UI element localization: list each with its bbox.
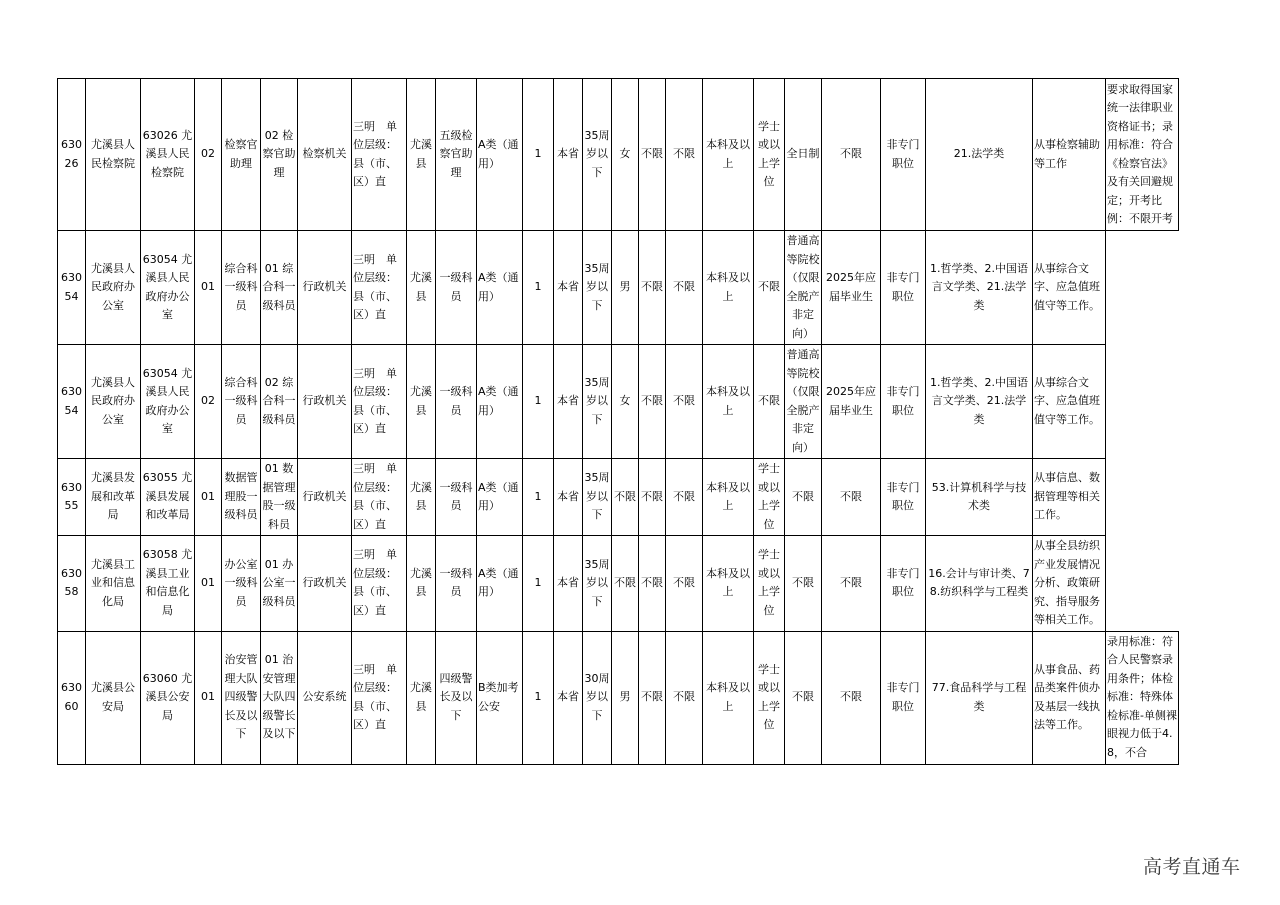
cell-hukou: 本省 bbox=[554, 536, 583, 632]
cell-dedicated: 非专门职位 bbox=[881, 536, 926, 632]
cell-major: 53.计算机科学与技术类 bbox=[926, 459, 1033, 536]
cell-rank: 一级科员 bbox=[436, 231, 477, 345]
cell-unit-name: 63060 尤溪县公安局 bbox=[141, 631, 195, 764]
cell-note: 录用标准：符合人民警察录用条件；体检标准：特殊体检标准-单侧裸眼视力低于4.8，不合 bbox=[1106, 631, 1179, 764]
cell-exam-category: A类（通用） bbox=[477, 536, 523, 632]
cell-age: 30周岁以下 bbox=[583, 631, 612, 764]
cell-graduate-type: 不限 bbox=[822, 536, 881, 632]
cell-degree: 不限 bbox=[754, 231, 785, 345]
cell-quantity: 1 bbox=[523, 536, 554, 632]
cell-age: 35周岁以下 bbox=[583, 79, 612, 231]
cell-department: 尤溪县人民政府办公室 bbox=[86, 345, 141, 459]
cell-dedicated: 非专门职位 bbox=[881, 631, 926, 764]
cell-other: 不限 bbox=[666, 79, 703, 231]
cell-position-name: 01 治安管理大队四级警长及以下 bbox=[261, 631, 298, 764]
table-row bbox=[58, 459, 1179, 536]
cell-note bbox=[1106, 536, 1179, 632]
cell-note: 要求取得国家统一法律职业资格证书；录用标准：符合《检察官法》及有关回避规定；开考比例：不限开考 bbox=[1106, 79, 1179, 231]
cell-system: 检察机关 bbox=[298, 79, 352, 231]
cell-unit-level: 三明 单位层级：县（市、区）直 bbox=[352, 345, 407, 459]
table-body bbox=[58, 79, 1179, 765]
cell-study-mode: 不限 bbox=[785, 459, 822, 536]
cell-area: 尤溪县 bbox=[407, 231, 436, 345]
cell-unit-level: 三明 单位层级：县（市、区）直 bbox=[352, 631, 407, 764]
cell-duty: 从事全县纺织产业发展情况分析、政策研究、指导服务等相关工作。 bbox=[1033, 536, 1106, 632]
cell-quantity: 1 bbox=[523, 79, 554, 231]
cell-graduate-type: 不限 bbox=[822, 79, 881, 231]
cell-major: 1.哲学类、2.中国语言文学类、21.法学类 bbox=[926, 231, 1033, 345]
cell-position-number: 02 bbox=[195, 79, 222, 231]
cell-graduate-type: 2025年应届毕业生 bbox=[822, 345, 881, 459]
cell-gender: 女 bbox=[612, 345, 639, 459]
cell-study-mode: 全日制 bbox=[785, 79, 822, 231]
cell-gender: 男 bbox=[612, 231, 639, 345]
cell-position-type: 综合科一级科员 bbox=[222, 345, 261, 459]
cell-study-mode: 不限 bbox=[785, 536, 822, 632]
cell-duty: 从事食品、药品类案件侦办及基层一线执法等工作。 bbox=[1033, 631, 1106, 764]
table-row bbox=[58, 536, 1179, 632]
cell-position-code: 63026 bbox=[58, 79, 86, 231]
cell-position-name: 01 综合科一级科员 bbox=[261, 231, 298, 345]
cell-duty: 从事信息、数据管理等相关工作。 bbox=[1033, 459, 1106, 536]
cell-unit-level: 三明 单位层级：县（市、区）直 bbox=[352, 536, 407, 632]
cell-education: 本科及以上 bbox=[703, 79, 754, 231]
cell-gender: 不限 bbox=[612, 459, 639, 536]
cell-exam-category: A类（通用） bbox=[477, 459, 523, 536]
cell-rank: 一级科员 bbox=[436, 345, 477, 459]
cell-quantity: 1 bbox=[523, 345, 554, 459]
cell-education: 本科及以上 bbox=[703, 536, 754, 632]
cell-dedicated: 非专门职位 bbox=[881, 231, 926, 345]
cell-rank: 一级科员 bbox=[436, 536, 477, 632]
cell-quantity: 1 bbox=[523, 459, 554, 536]
cell-graduate-type: 不限 bbox=[822, 459, 881, 536]
cell-position-code: 63054 bbox=[58, 231, 86, 345]
cell-unit-name: 63055 尤溪县发展和改革局 bbox=[141, 459, 195, 536]
cell-exam-category: A类（通用） bbox=[477, 231, 523, 345]
cell-position-name: 02 检察官助理 bbox=[261, 79, 298, 231]
watermark-text: 高考直通车 bbox=[1143, 856, 1241, 878]
cell-exam-category: B类加考公安 bbox=[477, 631, 523, 764]
cell-degree: 学士或以上学位 bbox=[754, 631, 785, 764]
cell-study-mode: 普通高等院校（仅限全脱产非定向） bbox=[785, 345, 822, 459]
cell-position-code: 63058 bbox=[58, 536, 86, 632]
recruitment-table bbox=[57, 78, 1179, 765]
cell-duty: 从事综合文字、应急值班值守等工作。 bbox=[1033, 345, 1106, 459]
cell-department: 尤溪县人民政府办公室 bbox=[86, 231, 141, 345]
cell-graduate-type: 2025年应届毕业生 bbox=[822, 231, 881, 345]
cell-political: 不限 bbox=[639, 345, 666, 459]
cell-duty: 从事检察辅助等工作 bbox=[1033, 79, 1106, 231]
cell-hukou: 本省 bbox=[554, 459, 583, 536]
cell-dedicated: 非专门职位 bbox=[881, 345, 926, 459]
cell-position-number: 02 bbox=[195, 345, 222, 459]
cell-gender: 男 bbox=[612, 631, 639, 764]
cell-age: 35周岁以下 bbox=[583, 459, 612, 536]
cell-education: 本科及以上 bbox=[703, 231, 754, 345]
cell-system: 公安系统 bbox=[298, 631, 352, 764]
cell-study-mode: 不限 bbox=[785, 631, 822, 764]
cell-position-number: 01 bbox=[195, 231, 222, 345]
cell-system: 行政机关 bbox=[298, 536, 352, 632]
cell-hukou: 本省 bbox=[554, 631, 583, 764]
cell-unit-name: 63054 尤溪县人民政府办公室 bbox=[141, 345, 195, 459]
cell-political: 不限 bbox=[639, 631, 666, 764]
cell-gender: 不限 bbox=[612, 536, 639, 632]
cell-note bbox=[1106, 231, 1179, 345]
cell-degree: 不限 bbox=[754, 345, 785, 459]
cell-position-number: 01 bbox=[195, 631, 222, 764]
cell-degree: 学士或以上学位 bbox=[754, 536, 785, 632]
cell-degree: 学士或以上学位 bbox=[754, 79, 785, 231]
cell-major: 1.哲学类、2.中国语言文学类、21.法学类 bbox=[926, 345, 1033, 459]
cell-education: 本科及以上 bbox=[703, 345, 754, 459]
cell-system: 行政机关 bbox=[298, 459, 352, 536]
cell-other: 不限 bbox=[666, 345, 703, 459]
cell-major: 21.法学类 bbox=[926, 79, 1033, 231]
cell-area: 尤溪县 bbox=[407, 79, 436, 231]
cell-position-name: 01 办公室一级科员 bbox=[261, 536, 298, 632]
cell-other: 不限 bbox=[666, 459, 703, 536]
cell-age: 35周岁以下 bbox=[583, 231, 612, 345]
cell-duty: 从事综合文字、应急值班值守等工作。 bbox=[1033, 231, 1106, 345]
cell-position-type: 办公室一级科员 bbox=[222, 536, 261, 632]
cell-dedicated: 非专门职位 bbox=[881, 459, 926, 536]
cell-system: 行政机关 bbox=[298, 345, 352, 459]
cell-exam-category: A类（通用） bbox=[477, 79, 523, 231]
cell-unit-level: 三明 单位层级：县（市、区）直 bbox=[352, 79, 407, 231]
cell-position-number: 01 bbox=[195, 459, 222, 536]
cell-major: 77.食品科学与工程类 bbox=[926, 631, 1033, 764]
cell-other: 不限 bbox=[666, 231, 703, 345]
cell-unit-name: 63054 尤溪县人民政府办公室 bbox=[141, 231, 195, 345]
cell-age: 35周岁以下 bbox=[583, 345, 612, 459]
cell-position-name: 01 数据管理股一级科员 bbox=[261, 459, 298, 536]
table-row bbox=[58, 79, 1179, 231]
cell-rank: 一级科员 bbox=[436, 459, 477, 536]
cell-hukou: 本省 bbox=[554, 231, 583, 345]
table-row bbox=[58, 345, 1179, 459]
cell-position-number: 01 bbox=[195, 536, 222, 632]
cell-graduate-type: 不限 bbox=[822, 631, 881, 764]
cell-department: 尤溪县工业和信息化局 bbox=[86, 536, 141, 632]
cell-rank: 四级警长及以下 bbox=[436, 631, 477, 764]
cell-position-type: 检察官助理 bbox=[222, 79, 261, 231]
cell-study-mode: 普通高等院校（仅限全脱产非定向） bbox=[785, 231, 822, 345]
table-row bbox=[58, 631, 1179, 764]
cell-position-code: 63060 bbox=[58, 631, 86, 764]
cell-area: 尤溪县 bbox=[407, 345, 436, 459]
cell-note bbox=[1106, 345, 1179, 459]
cell-other: 不限 bbox=[666, 631, 703, 764]
cell-rank: 五级检察官助理 bbox=[436, 79, 477, 231]
cell-quantity: 1 bbox=[523, 231, 554, 345]
cell-unit-level: 三明 单位层级：县（市、区）直 bbox=[352, 231, 407, 345]
cell-hukou: 本省 bbox=[554, 345, 583, 459]
cell-age: 35周岁以下 bbox=[583, 536, 612, 632]
cell-education: 本科及以上 bbox=[703, 631, 754, 764]
cell-political: 不限 bbox=[639, 79, 666, 231]
cell-political: 不限 bbox=[639, 231, 666, 345]
cell-position-code: 63055 bbox=[58, 459, 86, 536]
cell-degree: 学士或以上学位 bbox=[754, 459, 785, 536]
cell-department: 尤溪县发展和改革局 bbox=[86, 459, 141, 536]
cell-position-code: 63054 bbox=[58, 345, 86, 459]
cell-exam-category: A类（通用） bbox=[477, 345, 523, 459]
cell-dedicated: 非专门职位 bbox=[881, 79, 926, 231]
cell-area: 尤溪县 bbox=[407, 631, 436, 764]
cell-area: 尤溪县 bbox=[407, 536, 436, 632]
cell-area: 尤溪县 bbox=[407, 459, 436, 536]
cell-unit-level: 三明 单位层级：县（市、区）直 bbox=[352, 459, 407, 536]
cell-political: 不限 bbox=[639, 459, 666, 536]
cell-major: 16.会计与审计类、78.纺织科学与工程类 bbox=[926, 536, 1033, 632]
cell-unit-name: 63026 尤溪县人民检察院 bbox=[141, 79, 195, 231]
cell-position-type: 数据管理股一级科员 bbox=[222, 459, 261, 536]
cell-position-type: 治安管理大队四级警长及以下 bbox=[222, 631, 261, 764]
cell-other: 不限 bbox=[666, 536, 703, 632]
cell-system: 行政机关 bbox=[298, 231, 352, 345]
table-row bbox=[58, 231, 1179, 345]
cell-unit-name: 63058 尤溪县工业和信息化局 bbox=[141, 536, 195, 632]
cell-education: 本科及以上 bbox=[703, 459, 754, 536]
cell-department: 尤溪县公安局 bbox=[86, 631, 141, 764]
cell-position-name: 02 综合科一级科员 bbox=[261, 345, 298, 459]
cell-gender: 女 bbox=[612, 79, 639, 231]
cell-political: 不限 bbox=[639, 536, 666, 632]
cell-department: 尤溪县人民检察院 bbox=[86, 79, 141, 231]
cell-quantity: 1 bbox=[523, 631, 554, 764]
cell-note bbox=[1106, 459, 1179, 536]
cell-position-type: 综合科一级科员 bbox=[222, 231, 261, 345]
cell-hukou: 本省 bbox=[554, 79, 583, 231]
